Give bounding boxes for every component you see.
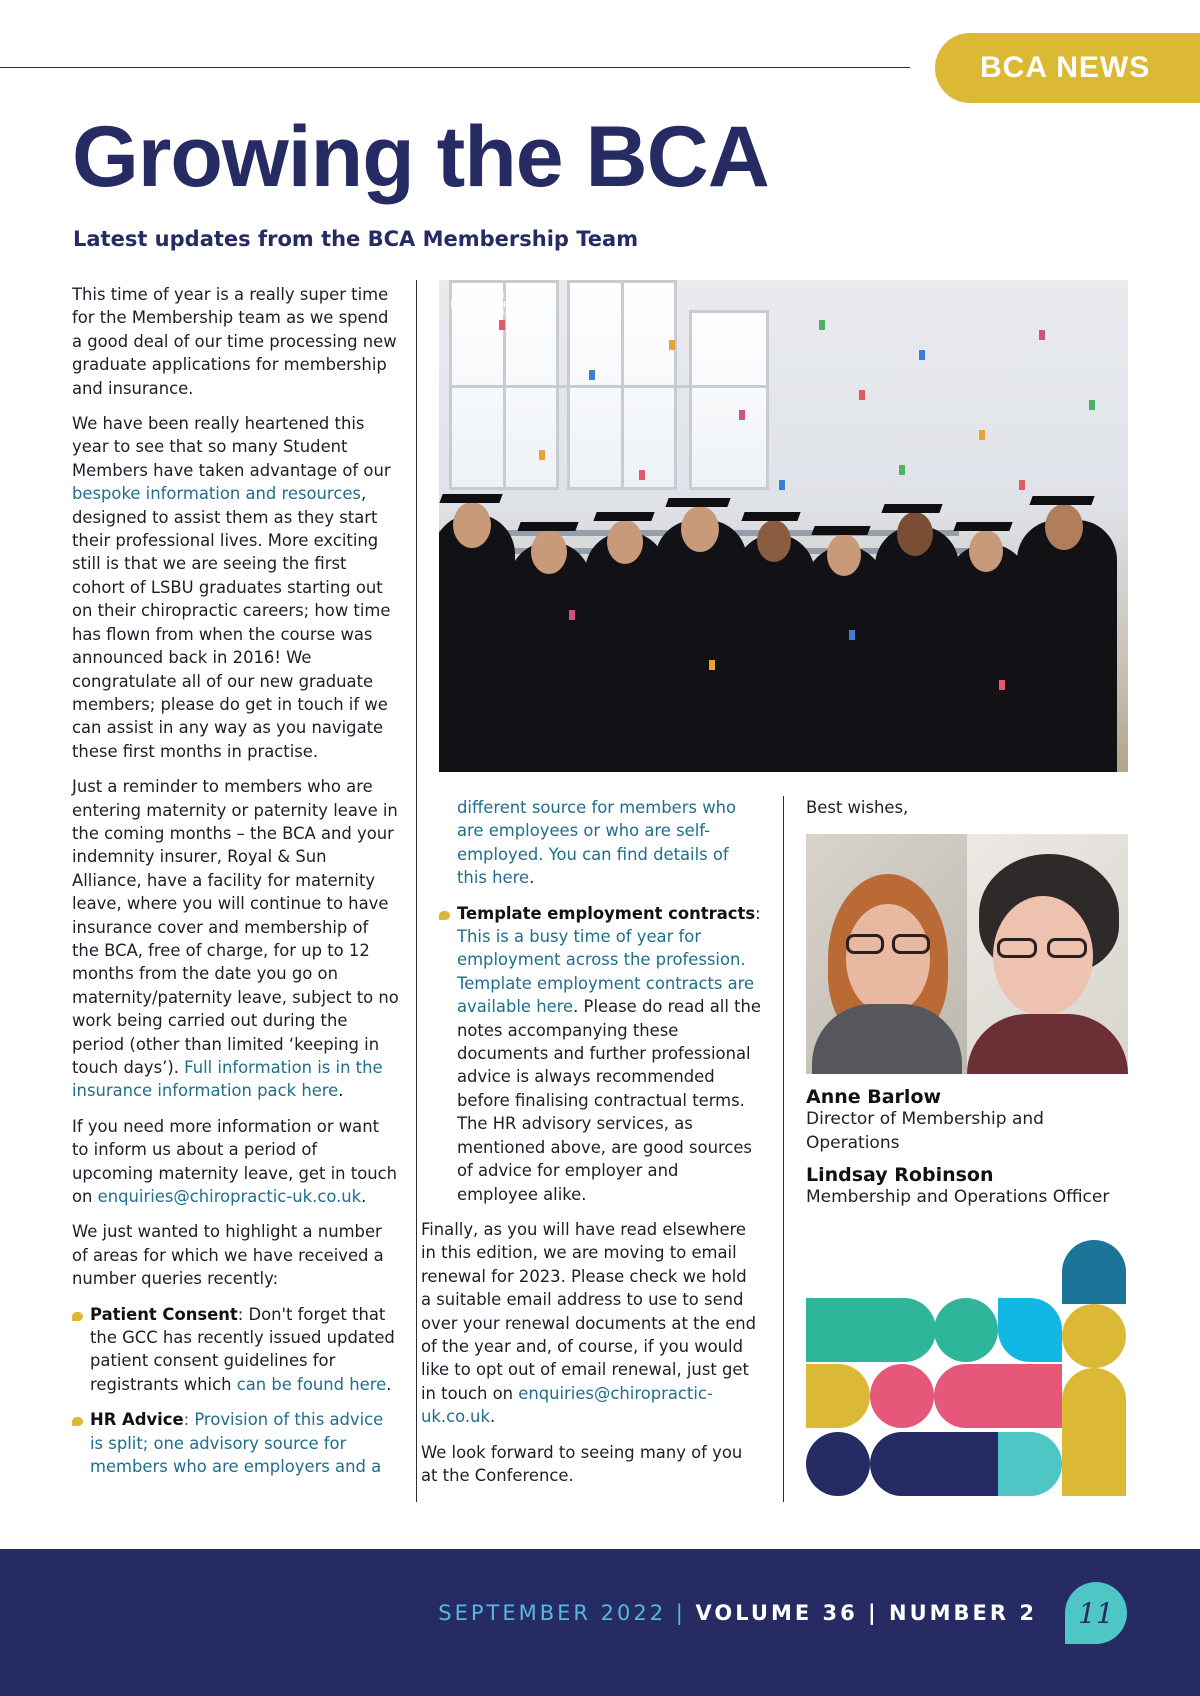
confetti [779,480,785,490]
paragraph-intro [72,283,400,400]
logo-line-3: Association [479,308,525,317]
graduate-face [757,520,791,562]
query-list [72,1303,400,1479]
mortarboard [439,494,502,503]
portrait-face [846,904,930,1014]
paragraph-maternity-text: Just a reminder to members who are entering maternity or paternity leave in the coming months – the BCA and your indemnity insurer, Royal & Sun Alliance, have a facility for maternity leave, where you will continue to have insurance cover and membership of the BCA, free of charge, for up to 12 months from the date you go on maternity/paternity leave, subject to no work being carried out during the period (other than limited ‘keeping in touch days’). [72,777,399,1077]
patient-consent-end: . [386,1374,392,1394]
paragraph-maternity-end: . [338,1081,344,1101]
list-item-hr-advice-continued [439,796,761,890]
confetti [589,370,595,380]
closing: Best wishes, [806,798,909,817]
enquiries-email-link[interactable]: enquiries@chiropractic-uk.co.uk [97,1187,362,1207]
person2-role: Membership and Operations Officer [806,1187,1110,1207]
graduate [735,534,815,772]
confetti [569,610,575,620]
footer-date: SEPTEMBER 2022 | [438,1601,696,1625]
template-contracts-link[interactable]: This is a busy time of year for employment across the profession. Template employment contracts are available here [457,927,755,1017]
list-item-hr-advice [72,1408,400,1478]
paragraph-queries [72,1220,400,1290]
confetti [919,350,925,360]
top-rule [0,67,910,68]
shape-navy-circle [806,1432,870,1496]
term-template-contracts: Template employment contracts [457,903,756,923]
portrait-lindsay-robinson [967,834,1128,1074]
graduate [805,546,885,772]
column-divider-2 [783,796,784,1502]
logo-line-2: Chiropractic [479,299,534,308]
glasses-icon [997,938,1037,958]
bca-logo-text [479,290,534,317]
enquiries-email-link-2[interactable]: enquiries@chiropractic-uk.co.uk [421,1383,713,1427]
glasses-icon [892,934,930,954]
term-hr-advice: HR Advice [90,1410,184,1430]
conference-text: We look forward to seeing many of you at the Conference. [421,1442,743,1485]
graduate-face [969,530,1003,572]
paragraph-contact-text: If you need more information or want to inform us about a period of upcoming maternity leave, get in touch on [72,1116,398,1207]
mortarboard [1029,496,1094,505]
confetti [639,470,645,480]
graduate-face [827,534,861,576]
shape-gold-circle [1062,1304,1126,1368]
mortarboard [953,522,1012,531]
paragraph-students-text-2: , designed to assist them as they start their professional lives. More exciting still is that we are seeing the first cohort of LSBU graduates starting out on their chiropractic careers; how time has flown from when the course was announced back in 2016! We congratulate all of our new graduate members; please do get in touch if we can assist in any way as you navigate these first months in practise. [72,484,391,761]
insurance-pack-link[interactable]: Full information is in the insurance information pack here [72,1058,383,1101]
shape-gold-arch [1062,1368,1126,1496]
bca-logo-icon [451,293,473,315]
patient-consent-text: : Don't forget that the GCC has recently issued updated patient consent guidelines for registrants which [90,1304,395,1394]
graduate [509,542,591,772]
bca-logo [451,290,534,317]
graduate [1017,520,1117,772]
paragraph-maternity [72,775,400,1103]
shape-gold-half [806,1364,870,1428]
confetti [979,430,985,440]
graduate-face [531,530,567,574]
bullet-icon [72,1417,83,1426]
graduate-face [681,506,719,552]
confetti [999,680,1005,690]
section-tab: BCA NEWS [935,33,1200,103]
paragraph-intro-text: This time of year is a really super time for the Membership team as we spend a good deal of our time processing new graduate applications for membership and insurance. [72,285,397,398]
column-3 [806,796,1128,831]
glasses-icon [846,934,884,954]
bespoke-resources-link[interactable]: bespoke information and resources [72,484,361,504]
email-renewal-end: . [489,1407,496,1427]
list-item-template-contracts [439,902,761,1206]
query-list-continued [439,796,761,1206]
person1-name: Anne Barlow [806,1086,942,1108]
mortarboard [517,522,578,531]
mortarboard [593,512,654,521]
template-contracts-text: . Please do read all the notes accompanying these documents and further professional advice is always recommended before finalising contractual terms. The HR advisory services, as mentioned above, are good sources of advice for employer and employee alike. [457,997,761,1204]
confetti [499,320,505,330]
graduates-photo [439,280,1128,772]
paragraph-conference [421,1441,761,1488]
term-patient-consent: Patient Consent [90,1304,238,1324]
paragraph-contact [72,1115,400,1209]
footer-volume: VOLUME 36 | NUMBER 2 [695,1601,1037,1625]
confetti [669,340,675,350]
paragraph-students [72,412,400,763]
confetti [709,660,715,670]
confetti [1019,480,1025,490]
window-transom [449,385,769,388]
graduate-face [1045,504,1083,550]
team-portraits [806,834,1128,1074]
confetti [539,450,545,460]
column-2 [421,796,761,1499]
decorative-shapes-graphic [806,1240,1128,1496]
graduate-face [897,512,933,556]
column-divider-1 [416,280,417,1502]
email-renewal-text: Finally, as you will have read elsewhere in this edition, we are moving to email renewal for 2023. Please check we hold a suitable email address to use to send over your renewal documents at the end of the year and, of course, if you would like to opt out of email renewal, just get in touch on [421,1219,757,1403]
confetti [859,390,865,400]
bullet-icon [72,1312,83,1321]
graduate-face [607,520,643,564]
graduate [439,514,515,772]
headline: Growing the BCA [72,109,769,205]
confetti [849,630,855,640]
confetti [1089,400,1095,410]
portrait-clothing [967,1014,1128,1074]
mortarboard [881,504,942,513]
paragraph-email-renewal [421,1218,761,1429]
mortarboard [811,526,870,535]
paragraph-queries-text: We just wanted to highlight a number of areas for which we have received a number queries recently: [72,1222,384,1289]
page-number-badge: 11 [1065,1582,1127,1644]
shape-pink-pill [934,1364,1062,1428]
portrait-anne-barlow [806,834,967,1074]
graduate [655,520,747,772]
person2-name: Lindsay Robinson [806,1164,994,1186]
window [689,310,769,490]
hr-advice-details-link[interactable]: different source for members who are employees or who are self-employed. You can find details of this here [457,798,737,888]
mortarboard [741,512,800,521]
person1-role: Director of Membership and Operations [806,1109,1044,1153]
shape-green-pill [806,1298,936,1362]
footer-issue-info [438,1601,1037,1625]
paragraph-students-text: We have been really heartened this year to see that so many Student Members have taken advantage of our [72,414,391,480]
list-item-patient-consent [72,1303,400,1397]
signature-lindsay-robinson [806,1164,1128,1210]
consent-guidelines-link[interactable]: can be found here [236,1374,387,1394]
logo-line-1: British [479,290,505,299]
shape-green-circle [934,1298,998,1362]
graduate-face [453,502,491,548]
confetti [739,410,745,420]
glasses-icon [1047,938,1087,958]
confetti [1039,330,1045,340]
bullet-icon [439,911,450,920]
paragraph-contact-end: . [361,1187,367,1207]
signature-anne-barlow [806,1086,1128,1155]
shape-sky-quarter [998,1298,1062,1362]
shape-pink-circle [870,1364,934,1428]
template-contracts-colon: : [755,903,761,923]
hr-advice-end: . [529,868,535,888]
hr-advice-link[interactable]: : Provision of this advice is split; one advisory source for members who are employers and a [90,1410,384,1477]
shape-petrol-quarter [1062,1240,1126,1304]
shape-turquoise-pill [998,1432,1062,1496]
confetti [899,465,905,475]
mortarboard [665,498,730,507]
column-1 [72,283,400,1491]
shape-navy-pill [870,1432,998,1496]
confetti [819,320,825,330]
subhead: Latest updates from the BCA Membership Team [73,227,639,251]
